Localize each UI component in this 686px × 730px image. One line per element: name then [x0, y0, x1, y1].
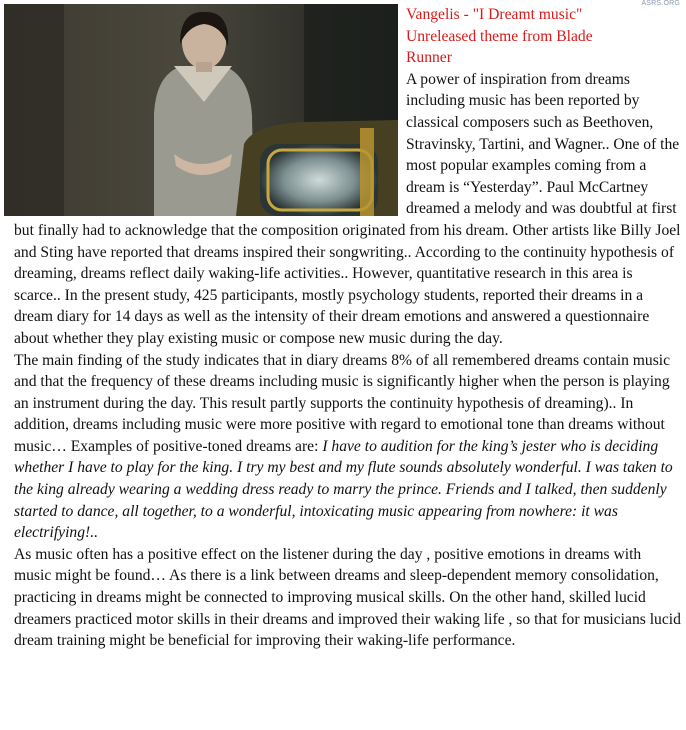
song-title-line-3: Runner	[406, 49, 452, 67]
corner-watermark: ASRS.ORG	[641, 0, 680, 7]
film-still-image	[4, 4, 398, 216]
song-title-line-1: Vangelis - "I Dreamt music"	[406, 6, 583, 23]
paragraph-3: As music often has a positive effect on the listener during the day , positive emotions in dreams with music might be found… As there is a link between dreams and sleep-dependent memory consolidation, practicing in dreams might be connected to improving musical skills. On the other hand, skilled lucid dreamers practiced motor skills in their dreams and improved their waking life , so that for musicians lucid dream training might be beneficial for improving their waking-life performance.	[14, 545, 681, 650]
dream-examples-quote: I have to audition for the king’s jester who is deciding whether I have to play for the king. I try my best and my flute sounds absolutely wonderful. I was taken to the king already wearing a wedding dress ready to marry the prince. Friends and I talked, then suddenly started to dance, all together, to a wonderful, intoxicating music appearing from nowhere: it was electrifying!..	[14, 437, 673, 542]
paragraph-1: A power of inspiration from dreams including music has been reported by classical composers such as Beethoven, Stravinsky, Tartini, and Wagner.. One of the most popular examples coming from a dream is “Yesterday”. Paul McCartney dreamed a melody and was doubtful at first but finally had to acknowledge that the composition originated from his dream. Other artists like Billy Joel and Sting have reported that dreams inspired their songwriting.. According to the continuity hypothesis of dreaming, dreams reflect daily waking-life activities.. However, quantitative research in this area is scarce.. In the present study, 425 participants, mostly psychology students, reported their dreams in a dream diary for 14 days as well as the intensity of their dream emotions and answered a questionnaire about whether they play existing music or compose new music during the day.	[14, 70, 681, 347]
song-title-line-2: Unreleased theme from Blade	[406, 27, 593, 45]
film-still-illustration	[4, 4, 398, 216]
article	[4, 4, 682, 652]
paragraph-2	[4, 350, 682, 544]
paragraph-2-text: The main finding of the study indicates that in diary dreams 8% of all remembered dreams contain music and that the frequency of these dreams including music is significantly higher when the person is playing an instrument during the day. This result partly supports the continuity hypothesis of dreaming).. In addition, dreams including music were more positive with regard to emotional tone than dreams without music… Examples of positive-toned dreams are:	[14, 351, 671, 455]
